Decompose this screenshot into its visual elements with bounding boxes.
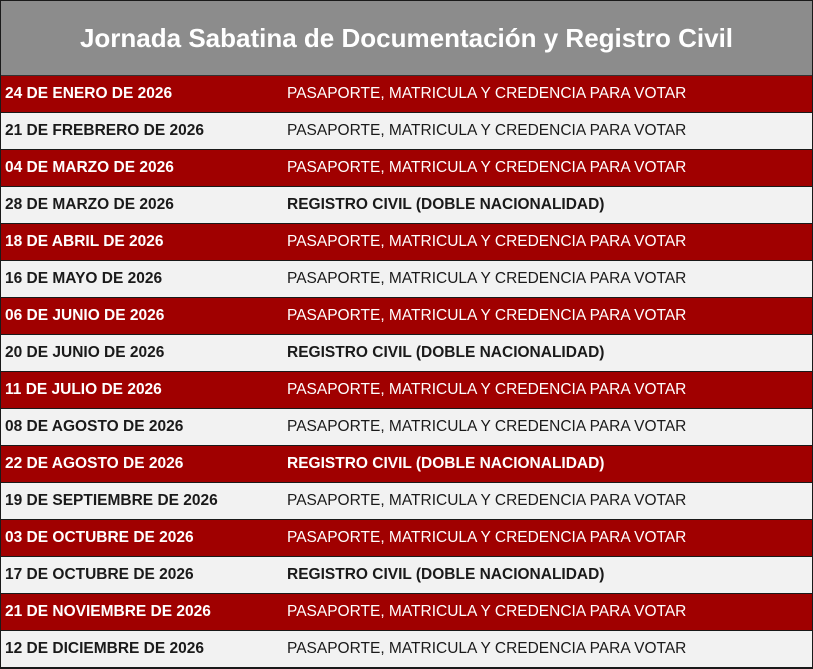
table-row	[1, 520, 812, 557]
row-date: 06 DE JUNIO DE 2026	[5, 307, 165, 324]
table-row	[1, 113, 812, 150]
table-row	[1, 446, 812, 483]
table-row	[1, 261, 812, 298]
row-service: PASAPORTE, MATRICULA Y CREDENCIA PARA VOTAR	[287, 640, 687, 657]
table-row	[1, 150, 812, 187]
row-date: 12 DE DICIEMBRE DE 2026	[5, 640, 204, 657]
row-service: PASAPORTE, MATRICULA Y CREDENCIA PARA VOTAR	[287, 122, 687, 139]
row-date: 21 DE FREBRERO DE 2026	[5, 122, 204, 139]
row-date: 22 DE AGOSTO DE 2026	[5, 455, 184, 472]
table-row	[1, 372, 812, 409]
row-date: 08 DE AGOSTO DE 2026	[5, 418, 184, 435]
row-service: PASAPORTE, MATRICULA Y CREDENCIA PARA VOTAR	[287, 270, 687, 287]
table-row	[1, 298, 812, 335]
row-date: 19 DE SEPTIEMBRE DE 2026	[5, 492, 218, 509]
row-date: 24 DE ENERO DE 2026	[5, 85, 173, 102]
row-service: PASAPORTE, MATRICULA Y CREDENCIA PARA VOTAR	[287, 381, 687, 398]
table-row	[1, 224, 812, 261]
row-service: PASAPORTE, MATRICULA Y CREDENCIA PARA VOTAR	[287, 85, 687, 102]
table-row	[1, 409, 812, 446]
row-service: PASAPORTE, MATRICULA Y CREDENCIA PARA VOTAR	[287, 233, 687, 250]
table-row	[1, 557, 812, 594]
row-date: 18 DE ABRIL DE 2026	[5, 233, 164, 250]
table-row	[1, 187, 812, 224]
row-date: 21 DE NOVIEMBRE DE 2026	[5, 603, 211, 620]
table-row	[1, 594, 812, 631]
row-service: PASAPORTE, MATRICULA Y CREDENCIA PARA VOTAR	[287, 603, 687, 620]
row-date: 17 DE OCTUBRE DE 2026	[5, 566, 194, 583]
row-service: PASAPORTE, MATRICULA Y CREDENCIA PARA VOTAR	[287, 159, 687, 176]
row-service: REGISTRO CIVIL (DOBLE NACIONALIDAD)	[287, 196, 605, 213]
row-service: REGISTRO CIVIL (DOBLE NACIONALIDAD)	[287, 566, 605, 583]
table-row	[1, 631, 812, 668]
row-date: 03 DE OCTUBRE DE 2026	[5, 529, 194, 546]
table-row	[1, 76, 812, 113]
schedule-rows	[1, 76, 812, 668]
row-date: 11 DE JULIO DE 2026	[5, 381, 162, 398]
row-date: 16 DE MAYO DE 2026	[5, 270, 163, 287]
table-row	[1, 335, 812, 372]
row-service: PASAPORTE, MATRICULA Y CREDENCIA PARA VOTAR	[287, 492, 687, 509]
row-service: PASAPORTE, MATRICULA Y CREDENCIA PARA VOTAR	[287, 307, 687, 324]
row-service: REGISTRO CIVIL (DOBLE NACIONALIDAD)	[287, 455, 605, 472]
row-service: REGISTRO CIVIL (DOBLE NACIONALIDAD)	[287, 344, 605, 361]
row-date: 28 DE MARZO DE 2026	[5, 196, 174, 213]
row-date: 04 DE MARZO DE 2026	[5, 159, 174, 176]
row-service: PASAPORTE, MATRICULA Y CREDENCIA PARA VOTAR	[287, 529, 687, 546]
table-row	[1, 483, 812, 520]
page-title: Jornada Sabatina de Documentación y Registro Civil	[1, 1, 812, 76]
row-service: PASAPORTE, MATRICULA Y CREDENCIA PARA VOTAR	[287, 418, 687, 435]
row-date: 20 DE JUNIO DE 2026	[5, 344, 165, 361]
